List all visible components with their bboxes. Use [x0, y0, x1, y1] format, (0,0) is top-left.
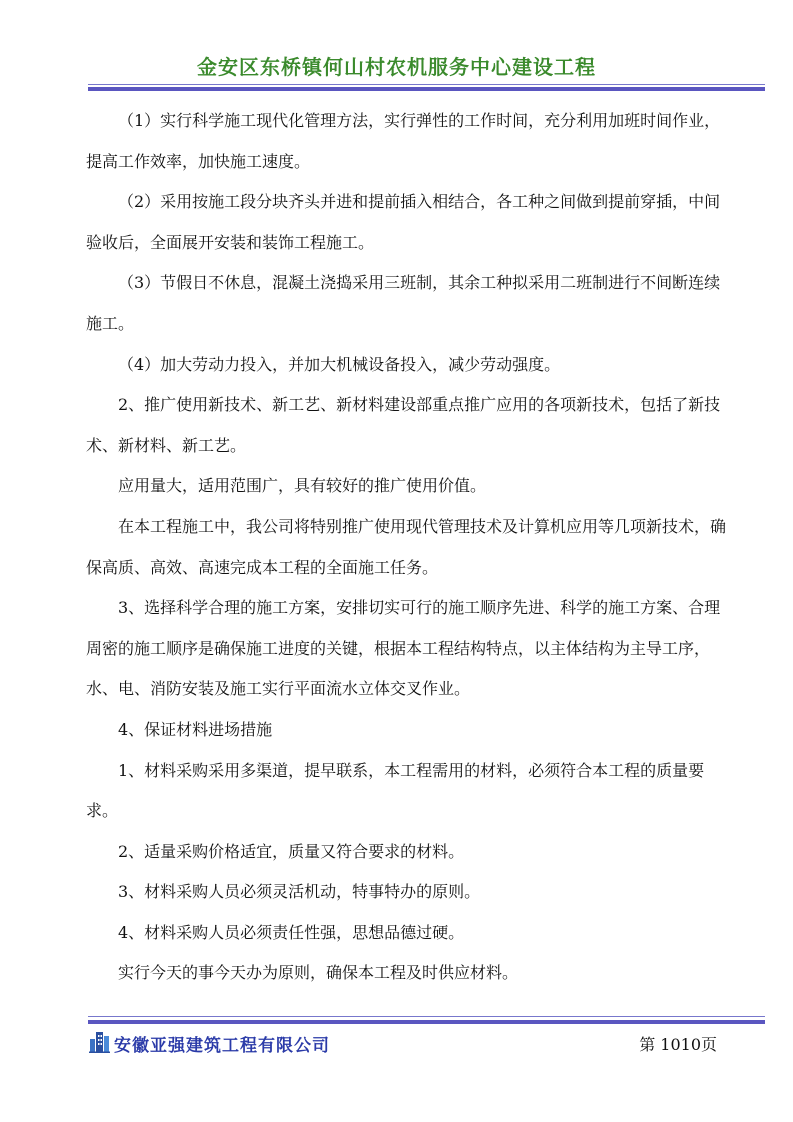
paragraph: 1、材料采购采用多渠道，提早联系，本工程需用的材料，必须符合本工程的质量要求。	[86, 760, 705, 821]
paragraph: 2、推广使用新技术、新工艺、新材料建设部重点推广应用的各项新技术，包括了新技术、新材料、新工艺。	[86, 395, 721, 455]
footer-divider-thin	[88, 1016, 765, 1017]
paragraph: 2、适量采购价格适宜，质量又符合要求的材料。	[118, 841, 465, 861]
paragraph: （1）实行科学施工现代化管理方法，实行弹性的工作时间，充分利用加班时间作业，提高工作效率，加快施工速度。	[86, 111, 721, 171]
paragraph: 3、选择科学合理的施工方案，安排切实可行的施工顺序先进、科学的施工方案、合理周密的施工顺序是确保施工进度的关键，根据本工程结构特点，以主体结构为主导工序，水、电、消防安装及施工实行平面流水立体交叉作业。	[86, 598, 721, 699]
paragraph: 3、材料采购人员必须灵活机动，特事特办的原则。	[118, 882, 481, 902]
paragraph: 实行今天的事今天办为原则，确保本工程及时供应材料。	[118, 963, 519, 983]
paragraph: （3）节假日不休息，混凝土浇捣采用三班制，其余工种拟采用二班制进行不间断连续施工。	[86, 273, 721, 333]
header-divider-thin	[88, 84, 765, 85]
paragraph: 应用量大，适用范围广，具有较好的推广使用价值。	[118, 476, 487, 496]
building-logo-icon	[89, 1029, 111, 1053]
paragraph: （4）加大劳动力投入，并加大机械设备投入，减少劳动强度。	[118, 354, 561, 374]
footer-divider-thick	[88, 1020, 765, 1024]
page-header-title: 金安区东桥镇何山村农机服务中心建设工程	[197, 55, 596, 79]
paragraph: 4、材料采购人员必须责任性强，思想品德过硬。	[118, 922, 465, 942]
footer-company-name: 安徽亚强建筑工程有限公司	[114, 1036, 330, 1056]
header-divider-thick	[88, 87, 765, 91]
document-body	[86, 101, 726, 994]
section-heading: 4、保证材料进场措施	[118, 719, 273, 739]
paragraph: 在本工程施工中，我公司将特别推广使用现代管理技术及计算机应用等几项新技术，确保高质、高效、高速完成本工程的全面施工任务。	[86, 516, 727, 577]
paragraph: （2）采用按施工段分块齐头并进和提前插入相结合，各工种之间做到提前穿插，中间验收后，全面展开安装和装饰工程施工。	[86, 192, 721, 252]
page-number: 第 1010页	[639, 1035, 717, 1054]
